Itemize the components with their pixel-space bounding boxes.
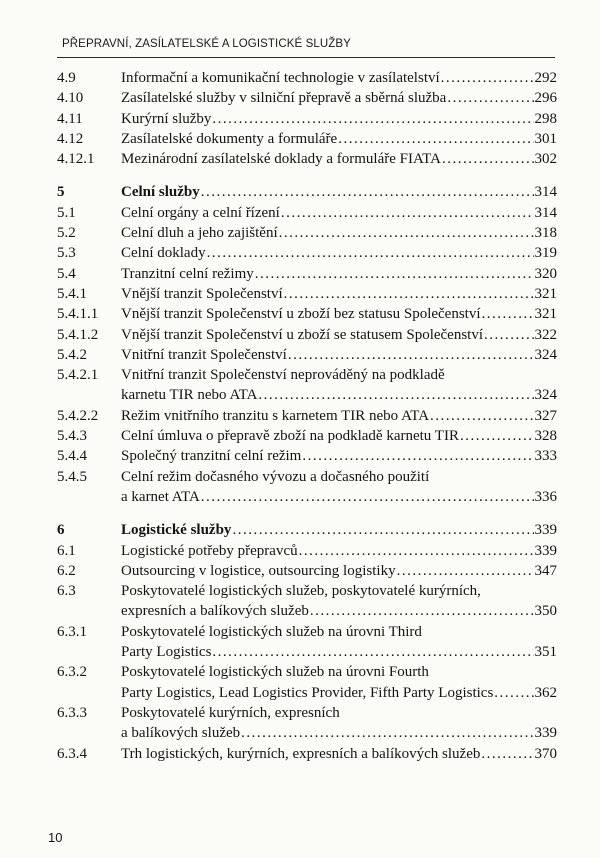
toc-entry-title: Celní služby	[121, 184, 200, 201]
dot-leader	[482, 304, 534, 324]
toc-entry-page: 319	[534, 245, 557, 262]
dot-leader	[201, 182, 534, 202]
toc-entry	[57, 744, 557, 764]
toc-entry-title: expresních a balíkových služeb	[121, 603, 309, 620]
toc-entry-title: karnetu TIR nebo ATA	[121, 387, 258, 404]
running-header: PŘEPRAVNÍ, ZASÍLATELSKÉ A LOGISTICKÉ SLUŽBY	[62, 38, 351, 50]
dot-leader	[447, 88, 533, 108]
toc-entry-title: Poskytovatelé logistických služeb, poskytovatelé kurýrních,	[121, 583, 481, 600]
toc-entry-number: 5.4.4	[57, 448, 87, 465]
toc-entry-title: a balíkových služeb	[121, 725, 241, 742]
toc-entry-title: Zasílatelské služby v silniční přepravě a sběrná služba	[121, 90, 447, 107]
toc-entry	[57, 129, 557, 149]
toc-entry-title: Tranzitní celní režimy	[121, 265, 254, 282]
dot-leader	[397, 561, 534, 581]
toc-entry-number: 6.2	[57, 562, 76, 579]
dot-leader	[302, 446, 533, 466]
header-rule	[57, 57, 555, 58]
toc-entry-title: Zasílatelské dokumenty a formuláře	[121, 130, 338, 147]
toc-entry	[57, 581, 557, 622]
toc-entry-title: Celní dluh a jeho zajištění	[121, 225, 278, 242]
toc-entry-number: 6.3.3	[57, 704, 87, 721]
dot-leader	[338, 129, 533, 149]
dot-leader	[212, 642, 533, 662]
toc-entry-page: 324	[534, 346, 557, 363]
dot-leader	[494, 683, 533, 703]
toc-entry	[57, 223, 557, 243]
toc-entry-title: Vnitřní tranzit Společenství	[121, 346, 287, 363]
toc-entry-page: 370	[534, 745, 557, 762]
toc-entry	[57, 520, 557, 540]
toc-entry-title: Poskytovatelé logistických služeb na úrovni Fourth	[121, 664, 429, 681]
toc-entry-title: Logistické služby	[121, 522, 232, 539]
toc-entry-number: 5.4.1.1	[57, 306, 99, 323]
dot-leader	[284, 284, 534, 304]
toc-entry-title: Vnější tranzit Společenství	[121, 285, 283, 302]
toc-entry	[57, 467, 557, 508]
toc-entry	[57, 561, 557, 581]
toc-entry-title: Kurýrní služby	[121, 110, 212, 127]
toc-entry-page: 292	[534, 70, 557, 86]
dot-leader	[279, 223, 534, 243]
toc-entry-title: Logistické potřeby přepravců	[121, 542, 298, 559]
toc-entry-number: 5.4.1	[57, 285, 87, 302]
toc-entry	[57, 446, 557, 466]
toc-entry-title: Celní doklady	[121, 245, 206, 262]
dot-leader	[299, 541, 534, 561]
toc-entry-number: 5	[57, 184, 65, 201]
toc-entry-number: 6.3	[57, 583, 76, 600]
toc-entry-page: 347	[534, 562, 557, 579]
toc-entry-title: Celní orgány a celní řízení	[121, 204, 280, 221]
dot-leader	[460, 426, 534, 446]
dot-leader	[441, 68, 534, 88]
toc-entry-title: Vnější tranzit Společenství u zboží bez statusu Společenství	[121, 306, 481, 323]
toc-entry-number: 5.4	[57, 265, 76, 282]
toc-entry	[57, 109, 557, 129]
dot-leader	[258, 385, 533, 405]
toc-entry-page: 339	[534, 522, 557, 539]
toc-entry-number: 6.3.4	[57, 745, 87, 762]
toc-entry	[57, 304, 557, 324]
toc-entry-title: Společný tranzitní celní režim	[121, 448, 302, 465]
toc-entry	[57, 365, 557, 406]
toc-entry	[57, 622, 557, 663]
toc-entry-title: Režim vnitřního tranzitu s karnetem TIR nebo ATA	[121, 407, 430, 424]
toc-entry-number: 4.12	[57, 130, 84, 147]
toc-entry-number: 6.3.2	[57, 664, 87, 681]
toc-entry-title: Party Logistics, Lead Logistics Provider, Fifth Party Logistics	[121, 684, 494, 701]
toc-entry	[57, 243, 557, 263]
toc-entry	[57, 284, 557, 304]
toc-entry-page: 362	[534, 684, 557, 701]
toc-entry	[57, 345, 557, 365]
toc-entry-number: 5.2	[57, 225, 76, 242]
toc-entry-number: 5.4.1.2	[57, 326, 99, 343]
dot-leader	[255, 264, 534, 284]
toc-entry-title: Outsourcing v logistice, outsourcing logistiky	[121, 562, 396, 579]
toc-entry	[57, 149, 557, 169]
toc-entry-title: a karnet ATA	[121, 488, 200, 505]
toc-entry-title: Party Logistics	[121, 644, 212, 661]
toc-entry-number: 4.11	[57, 110, 83, 127]
toc-entry	[57, 264, 557, 284]
toc-entry	[57, 182, 557, 202]
toc-entry	[57, 325, 557, 345]
toc-entry-title: Mezinárodní zasílatelské doklady a formuláře FIATA	[121, 151, 441, 168]
toc-entry-page: 296	[534, 90, 557, 107]
toc-entry-page: 321	[534, 285, 557, 302]
toc-entry	[57, 88, 557, 108]
toc-entry	[57, 703, 557, 744]
toc-entry-page: 321	[534, 306, 557, 323]
toc-entry	[57, 203, 557, 223]
dot-leader	[207, 243, 534, 263]
dot-leader	[201, 487, 534, 507]
dot-leader	[232, 520, 533, 540]
toc-entry-page: 333	[534, 448, 557, 465]
toc-entry-number: 6.1	[57, 542, 76, 559]
toc-entry-page: 328	[534, 428, 557, 445]
toc-entry-page: 314	[534, 184, 557, 201]
toc-entry-page: 320	[534, 265, 557, 282]
toc-entry-page: 327	[534, 407, 557, 424]
toc-entry-title: Celní úmluva o přepravě zboží na podkladě karnetu TIR	[121, 428, 459, 445]
toc-entry-page: 339	[534, 542, 557, 559]
dot-leader	[310, 601, 534, 621]
toc-entry-page: 339	[534, 725, 557, 742]
toc-entry-number: 4.10	[57, 90, 84, 107]
dot-leader	[481, 744, 533, 764]
toc-entry-title: Vnitřní tranzit Společenství neprováděný na podkladě	[121, 367, 445, 384]
toc-entry-page: 314	[534, 204, 557, 221]
toc-entry	[57, 426, 557, 446]
toc-entry-page: 322	[534, 326, 557, 343]
dot-leader	[281, 203, 534, 223]
toc-entry-page: 350	[534, 603, 557, 620]
dot-leader	[484, 325, 533, 345]
toc-entry-number: 5.4.3	[57, 428, 87, 445]
dot-leader	[430, 406, 533, 426]
toc-entry-title: Vnější tranzit Společenství u zboží se statusem Společenství	[121, 326, 484, 343]
toc-entry-number: 5.4.2.2	[57, 407, 99, 424]
toc-entry-number: 5.3	[57, 245, 76, 262]
dot-leader	[212, 109, 533, 129]
dot-leader	[288, 345, 534, 365]
toc-entry	[57, 662, 557, 703]
toc-entry-page: 324	[534, 387, 557, 404]
toc-entry-page: 318	[534, 225, 557, 242]
toc-entry-page: 302	[534, 151, 557, 168]
toc-entry-number: 5.4.2.1	[57, 367, 99, 384]
toc-entry-number: 6.3.1	[57, 623, 87, 640]
toc-entry-number: 4.12.1	[57, 151, 95, 168]
toc-entry	[57, 541, 557, 561]
toc-entry-page: 301	[534, 130, 557, 147]
toc-entry-page: 298	[534, 110, 557, 127]
toc-entry-number: 4.9	[57, 70, 76, 86]
page-number: 10	[48, 830, 63, 845]
toc-entry-title: Trh logistických, kurýrních, expresních a balíkových služeb	[121, 745, 481, 762]
toc-entry	[57, 406, 557, 426]
toc-entry-page: 336	[534, 488, 557, 505]
dot-leader	[241, 723, 533, 743]
toc-entry-title: Poskytovatelé logistických služeb na úrovni Third	[121, 623, 422, 640]
toc-entry-title: Informační a komunikační technologie v zasílatelství	[121, 70, 440, 86]
toc-entry-number: 5.4.2	[57, 346, 87, 363]
toc-entry-number: 6	[57, 522, 65, 539]
toc-entry-number: 5.4.5	[57, 468, 87, 485]
toc-entry	[57, 68, 557, 88]
table-of-contents	[57, 68, 557, 764]
toc-entry-page: 351	[534, 644, 557, 661]
toc-entry-title: Celní režim dočasného vývozu a dočasného použití	[121, 468, 430, 485]
toc-entry-title: Poskytovatelé kurýrních, expresních	[121, 704, 340, 721]
toc-entry-number: 5.1	[57, 204, 76, 221]
dot-leader	[442, 149, 534, 169]
